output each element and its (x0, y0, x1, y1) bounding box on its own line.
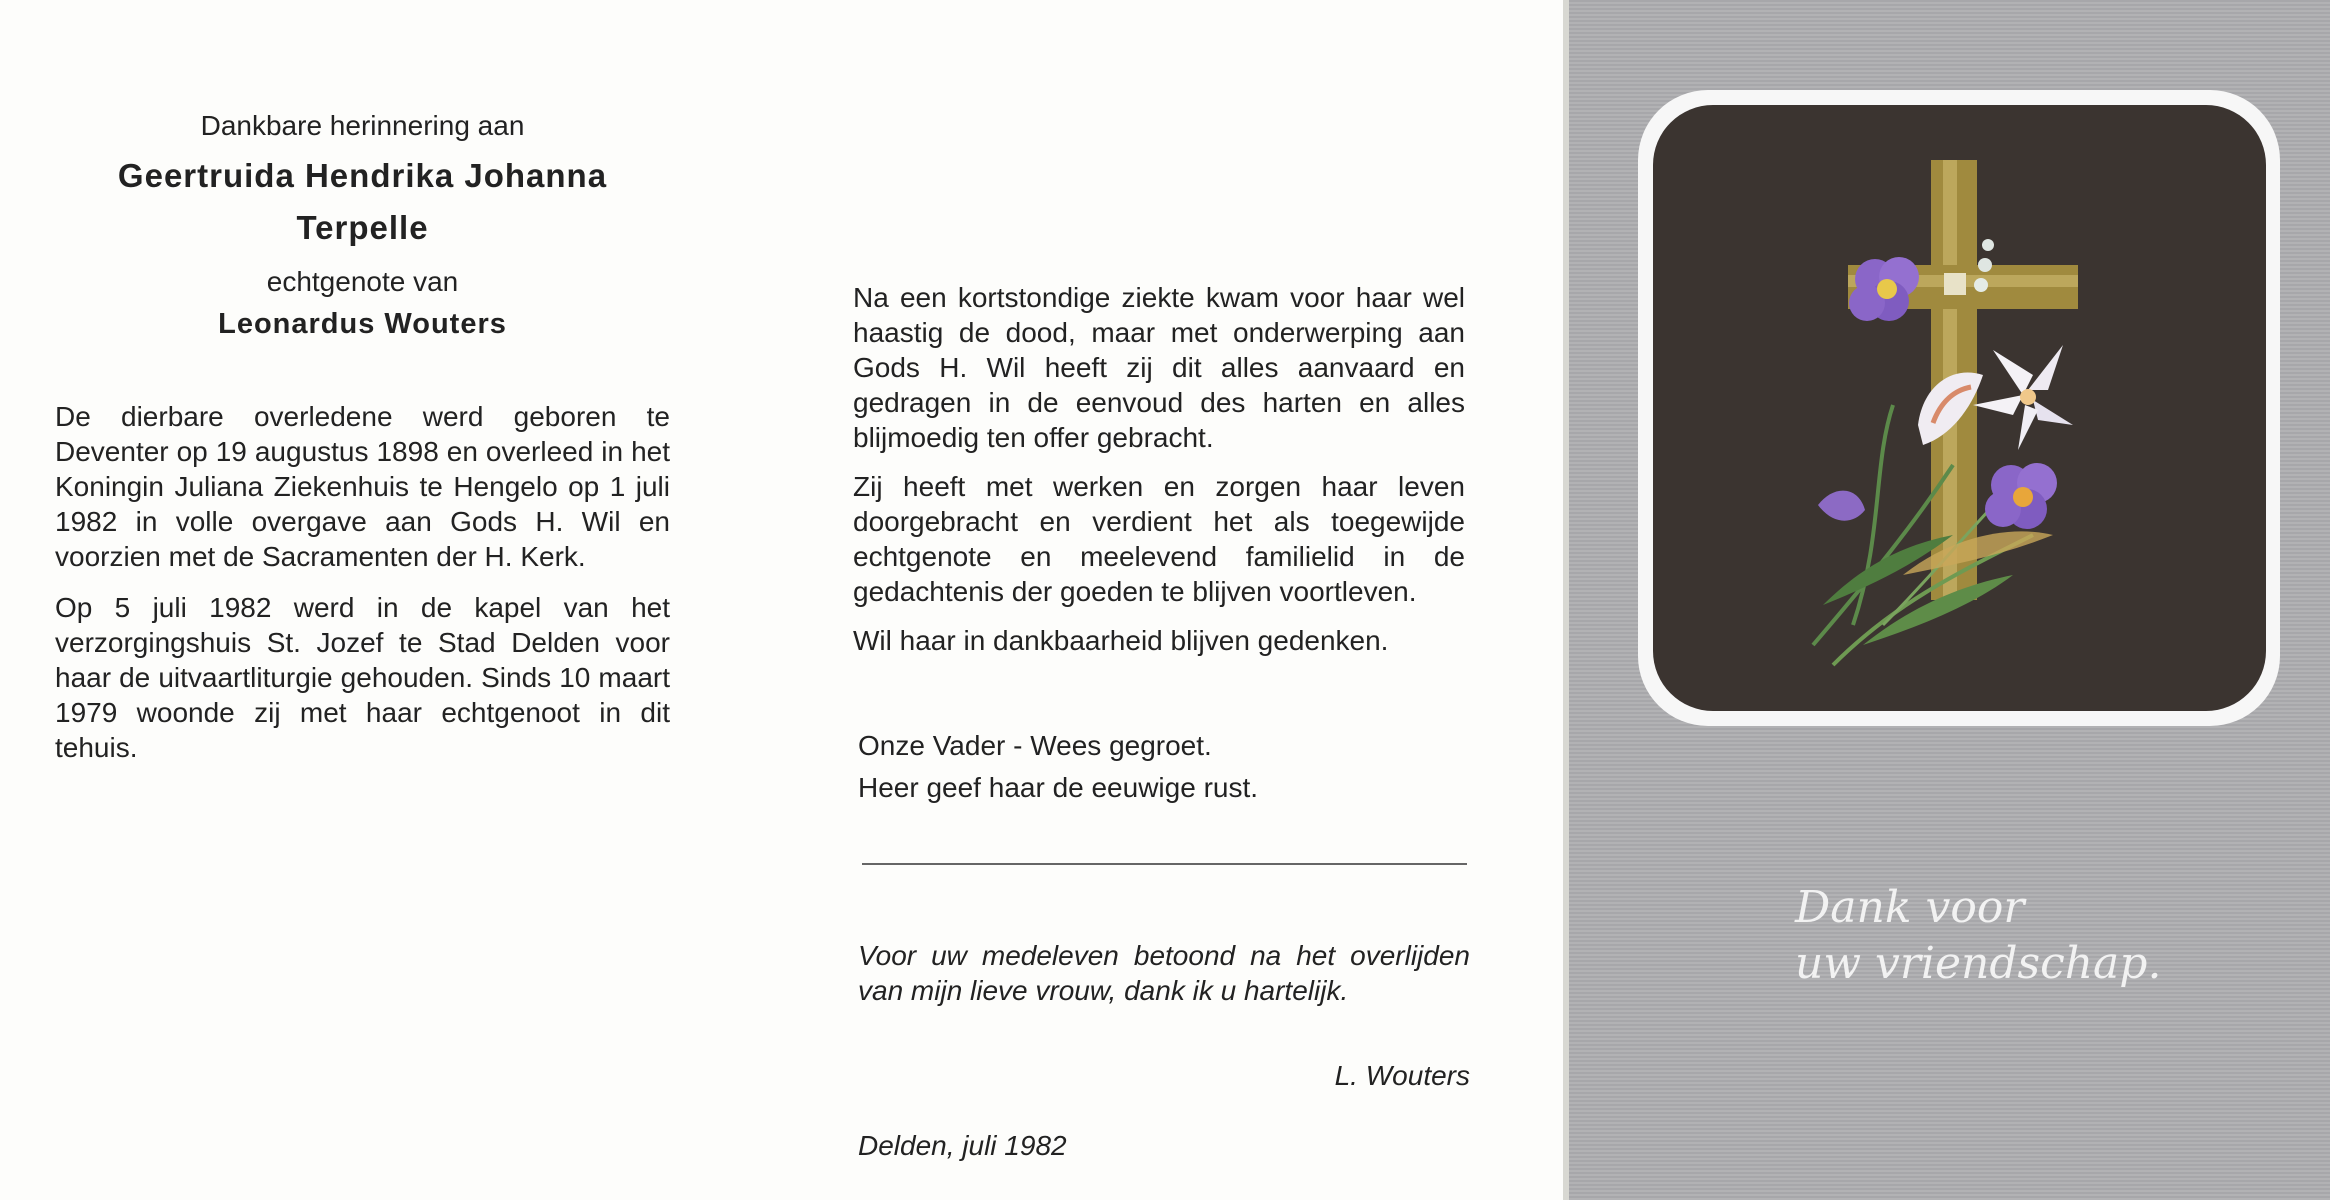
bud (1978, 258, 1992, 272)
middle-column (853, 280, 1465, 658)
purple-flower-bottom (1985, 463, 2057, 529)
card-greeting-line1: Dank voor (1795, 882, 2025, 933)
reflection-paragraph-3: Wil haar in dankbaarheid blijven gedenken. (853, 625, 1389, 656)
bell-flower (1818, 491, 1865, 521)
place-date: Delden, juli 1982 (858, 1130, 1067, 1161)
spouse-label: echtgenote van (266, 266, 459, 297)
divider-line (862, 863, 1467, 865)
deceased-name-line1: Geertruida Hendrika Johanna (117, 157, 608, 194)
white-lily (1973, 345, 2073, 450)
intro-text: Dankbare herinnering aan (200, 110, 525, 141)
bud (1974, 278, 1988, 292)
prayer-line-1: Onze Vader - Wees gegroet. (858, 730, 1212, 761)
prayer-line-2: Heer geef haar de eeuwige rust. (858, 772, 1259, 803)
spouse-name: Leonardus Wouters (218, 308, 507, 340)
biography-paragraph-2: Op 5 juli 1982 werd in de kapel van het verzorgingshuis St. Jozef te Stad Delden voor haar de uitvaartliturgie gehouden. Sinds 10 maart 1979 woonde zij met haar echtgenoot in dit tehuis. (55, 592, 670, 763)
cross-flowers-svg (1653, 105, 2266, 711)
card-greeting (1795, 880, 2215, 992)
card-edge (1563, 0, 1569, 1200)
biography-paragraph-1: De dierbare overledene werd geboren te Deventer op 19 augustus 1898 en overleed in het Koningin Juliana Ziekenhuis te Hengelo op 1 juli 1982 in volle overgave aan Gods H. Wil en voorzien met de Sacramenten der H. Kerk. (55, 401, 670, 572)
prayers (858, 725, 1458, 809)
reflection-paragraph-2: Zij heeft met werken en zorgen haar leven doorgebracht en verdient het als toegewijde echtgenote en meelevend familielid in de gedachtenis der goeden te blijven voortleven. (853, 471, 1465, 607)
card-greeting-line2: uw vriendschap. (1795, 938, 2162, 989)
reflection-paragraph-1: Na een kortstondige ziekte kwam voor haar wel haastig de dood, maar met onderwerping aan Gods H. Wil heeft zij dit alles aanvaard en gedragen in de eenvoud des harten en alles blijmoedig ten offer gebracht. (853, 282, 1465, 453)
thanks-text: Voor uw medeleven betoond na het overlijden van mijn lieve vrouw, dank ik u hartelijk. (858, 940, 1470, 1006)
cross-center (1944, 273, 1966, 295)
cross-flowers-illustration (1653, 105, 2266, 711)
purple-flower-top (1849, 257, 1919, 321)
memorial-heading (55, 110, 670, 341)
left-column (55, 110, 670, 765)
bud (1982, 239, 1994, 251)
deceased-name-line2: Terpelle (296, 209, 429, 246)
signer-name: L. Wouters (1334, 1060, 1470, 1091)
